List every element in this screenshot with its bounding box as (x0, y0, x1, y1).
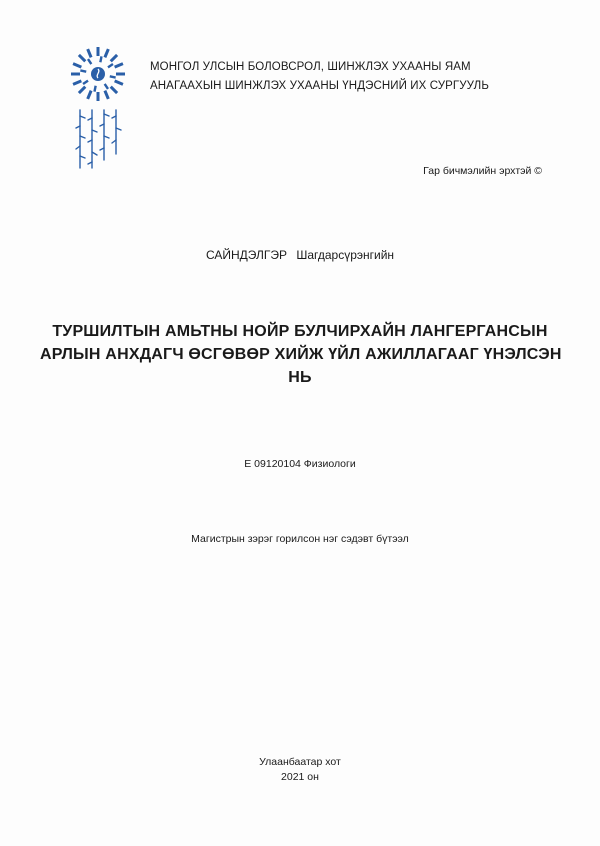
thesis-title-line-3: НЬ (288, 369, 312, 386)
copyright-notice: Гар бичмэлийн эрхтэй © (423, 165, 542, 177)
thesis-title (40, 320, 560, 389)
author-surname: САЙНДЭЛГЭР (205, 248, 287, 262)
city: Улаанбаатар хот (259, 756, 341, 768)
university-seal-icon (66, 44, 136, 174)
ministry-name: МОНГОЛ УЛСЫН БОЛОВСРОЛ, ШИНЖЛЭХ УХААНЫ ЯАМ (150, 61, 471, 73)
thesis-title-line-2: АРЛЫН АНХДАГЧ ӨСГӨВӨР ХИЙЖ ҮЙЛ АЖИЛЛАГААГ ҮНЭЛСЭН (40, 346, 562, 363)
institution-header (150, 58, 489, 96)
author-patronymic: Шагдарсүрэнгийн (296, 248, 395, 262)
place-and-year (0, 755, 600, 785)
university-name: АНАГААХЫН ШИНЖЛЭХ УХААНЫ ҮНДЭСНИЙ ИХ СУРГУУЛЬ (150, 80, 489, 92)
thesis-title-line-1: ТУРШИЛТЫН АМЬТНЫ НОЙР БУЛЧИРХАЙН ЛАНГЕРГАНСЫН (52, 323, 548, 340)
author-name (0, 248, 600, 262)
specialty-code: Е 09120104 Физиологи (244, 458, 356, 470)
year: 2021 он (281, 771, 319, 783)
degree-statement: Магистрын зэрэг горилсон нэг сэдэвт бүтээл (191, 533, 409, 545)
